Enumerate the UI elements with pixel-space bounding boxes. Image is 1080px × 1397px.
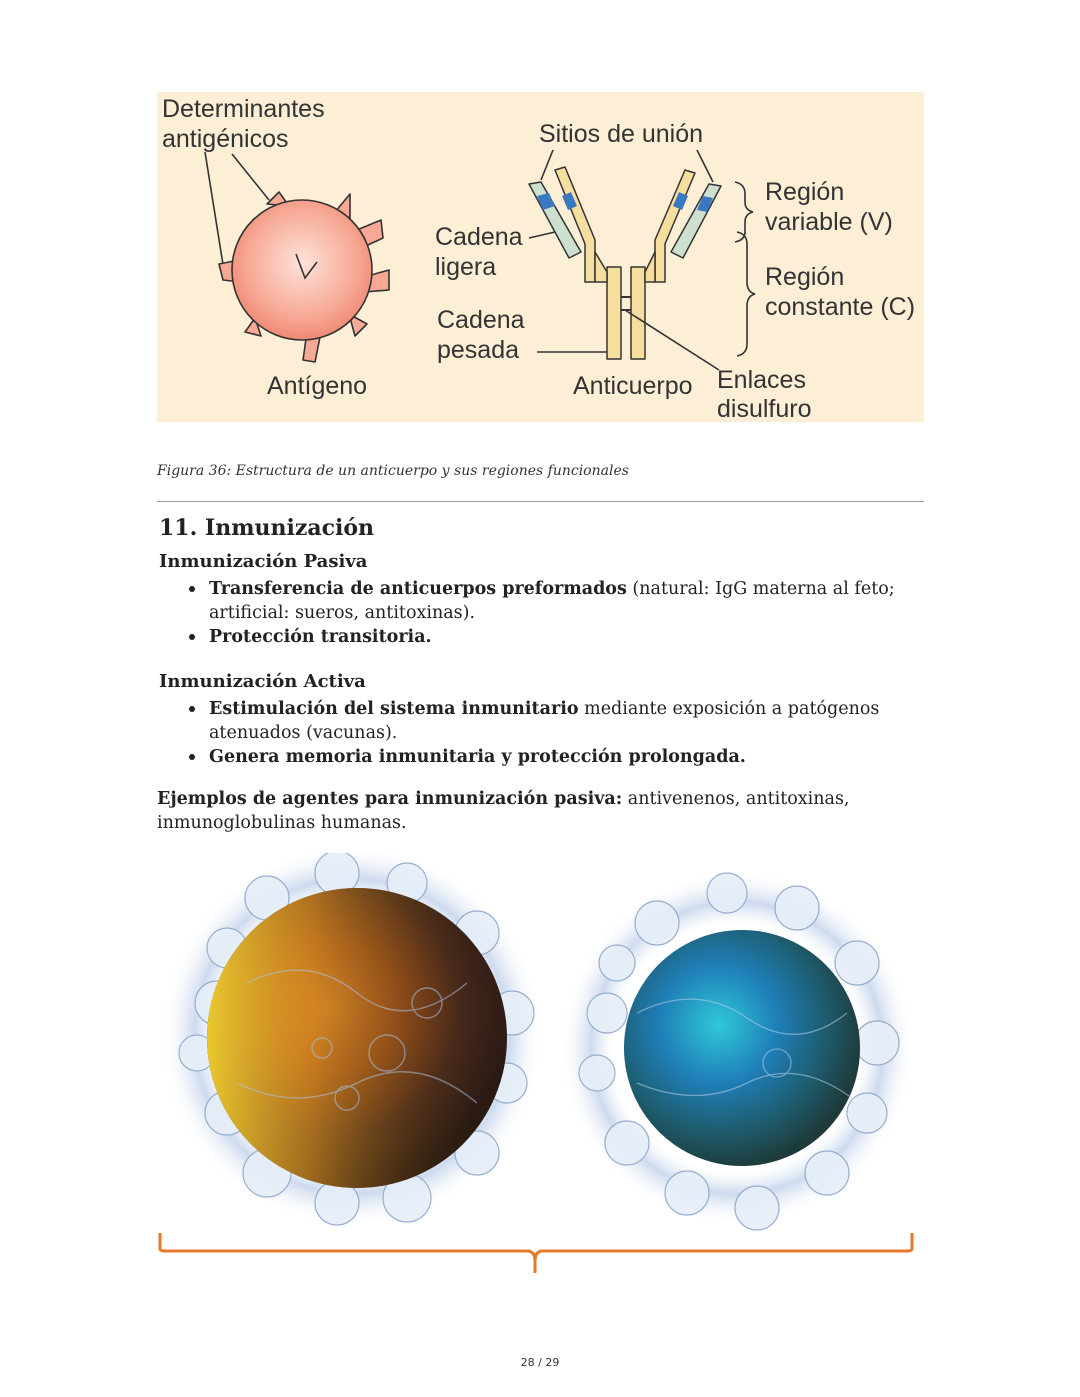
variable-region-label-line2: variable (V)	[765, 208, 893, 236]
examples-paragraph: Ejemplos de agentes para inmunización pasiva: antivenenos, antitoxinas, inmunoglobulinas humanas.	[157, 789, 850, 833]
light-chain-label-line2: ligera	[435, 253, 497, 281]
determinants-label-line2: antigénicos	[162, 125, 289, 153]
figure-caption: Figura 36: Estructura de un anticuerpo y sus regiones funcionales	[157, 463, 629, 479]
list-item: Transferencia de anticuerpos preformados (natural: IgG materna al feto; artificial: sueros, antitoxinas).	[157, 577, 897, 625]
antibody-structure-figure	[157, 92, 924, 422]
disulfide-label-line2: disulfuro	[717, 395, 812, 422]
constant-region-label-line1: Región	[765, 263, 845, 291]
lymphocyte-warm-cell	[160, 853, 544, 1228]
passive-immunization-heading: Inmunización Pasiva	[159, 551, 368, 572]
light-chain-label-line1: Cadena	[435, 223, 523, 251]
determinants-label-line1: Determinantes	[162, 95, 325, 123]
section-divider	[157, 501, 924, 502]
section-title: 11. Inmunización	[159, 515, 375, 541]
passive-immunization-list	[157, 577, 897, 649]
antigen-label: Antígeno	[267, 372, 368, 400]
variable-region-label-line1: Región	[765, 178, 845, 206]
page-number: 28 / 29	[520, 1356, 560, 1369]
list-item: Genera memoria inmunitaria y protección prolongada.	[157, 745, 897, 769]
grouping-bracket	[160, 1233, 912, 1273]
heavy-chain-label-line2: pesada	[437, 336, 520, 364]
binding-sites-label: Sitios de unión	[539, 120, 704, 148]
lymphocytes-figure	[157, 853, 920, 1281]
disulfide-label-line1: Enlaces	[717, 366, 806, 394]
list-item: Estimulación del sistema inmunitario mediante exposición a patógenos atenuados (vacunas).	[157, 697, 897, 745]
constant-region-label-line2: constante (C)	[765, 293, 916, 321]
active-immunization-heading: Inmunización Activa	[159, 671, 366, 692]
list-item: Protección transitoria.	[157, 625, 897, 649]
lymphocyte-cool-cell	[559, 870, 915, 1230]
heavy-chain-label-line1: Cadena	[437, 306, 525, 334]
antibody-label: Anticuerpo	[573, 372, 693, 400]
active-immunization-list	[157, 697, 897, 769]
